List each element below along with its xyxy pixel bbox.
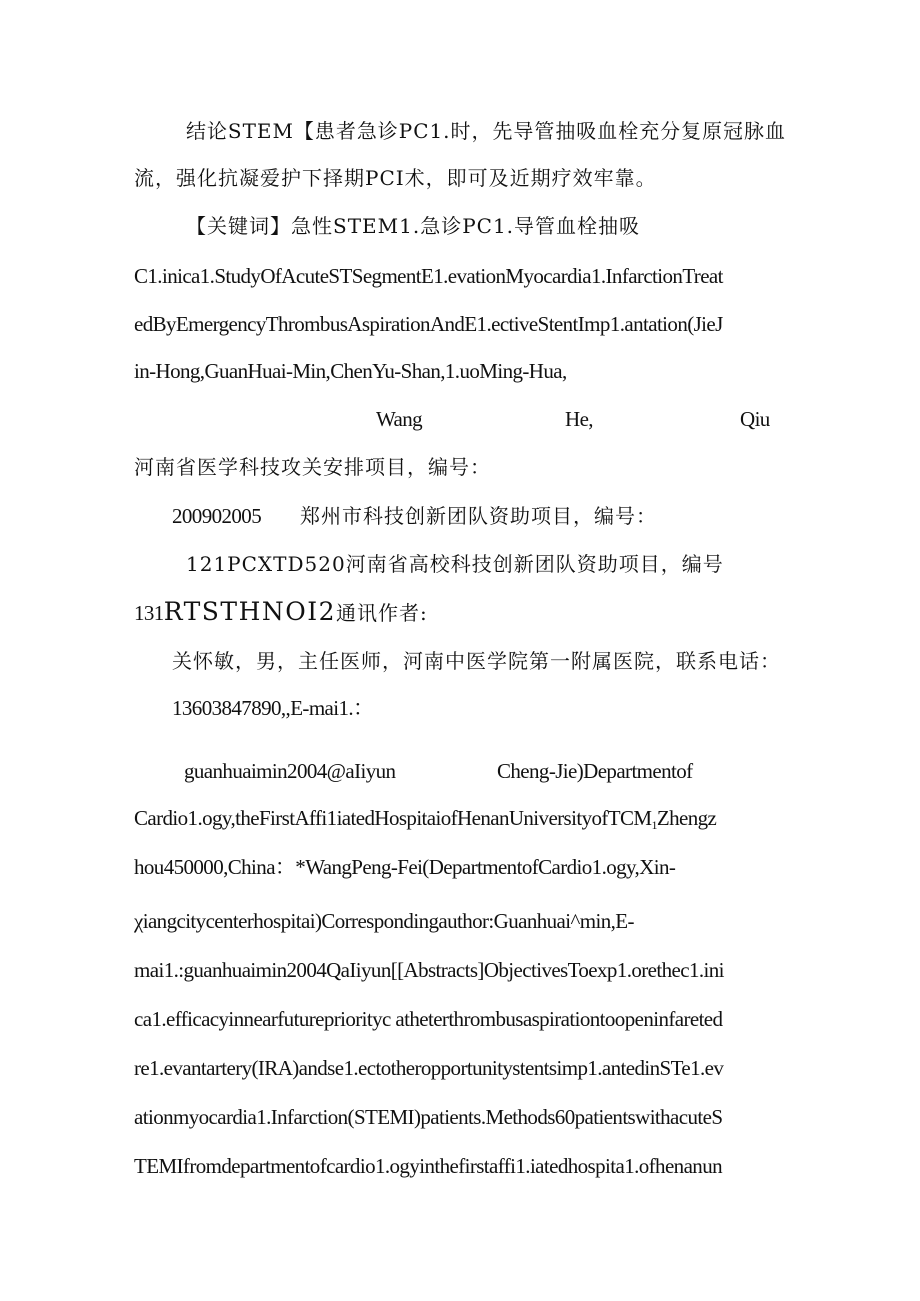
conclusion-line-2: 流，强化抗凝爱护下择期PCI术，即可及近期疗效牢靠。	[134, 166, 657, 190]
abstract-line-3: re1.evantartery(IRA)andse1.ectotheropportunitystentsimp1.antedinSTe1.ev	[134, 1056, 724, 1080]
funding-number-2	[134, 598, 428, 627]
abstract-line-1: mai1.:guanhuaimin2004QaIiyun[[Abstracts]ObjectivesToexp1.orethec1.ini	[134, 958, 724, 982]
abstract-line-2: ca1.efficacyinnearfuturepriorityc atheterthrombusaspirationtoopeninfareted	[134, 1007, 723, 1031]
english-title-line-1: C1.inica1.StudyOfAcuteSTSegmentE1.evationMyocardia1.InfarctionTreat	[134, 264, 723, 288]
keywords-line: 【关键词】急性STEM1.急诊PC1.导管血栓抽吸	[186, 214, 641, 238]
author-name-wang: Wang	[376, 407, 423, 431]
funding-number-2-code: RTSTHNOI2	[163, 597, 337, 626]
corresponding-author-info: 关怀敏，男，主任医师，河南中医学院第一附属医院，联系电话：	[172, 649, 781, 673]
abstract-line-5: TEMIfromdepartmentofcardio1.ogyinthefirstaffi1.iatedhospita1.ofhenanun	[134, 1154, 723, 1178]
funding-line-2: 郑州市科技创新团队资助项目，编号：	[300, 504, 657, 528]
affiliation-line-2-end: Zhengz	[656, 806, 717, 830]
funding-line-3: 121PCXTD520河南省高校科技创新团队资助项目，编号	[186, 552, 724, 576]
affiliation-line-2-text: Cardio1.ogy,theFirstAffi1iatedHospitaiofHenanUniversityofTCM	[134, 806, 652, 830]
affiliation-line-4: χiangcitycenterhospitai)Correspondingauthor:Guanhuai^min,E-	[134, 909, 634, 933]
affiliation-subscript: 1	[651, 818, 657, 832]
funding-number-1: 200902005	[172, 504, 262, 528]
corresponding-author-label: 通讯作者:	[336, 601, 428, 625]
english-title-line-2: edByEmergencyThrombusAspirationAndE1.ectiveStentImp1.antation(JieJ	[134, 312, 723, 336]
author-name-qiu: Qiu	[740, 407, 770, 431]
affiliation-line-3: hou450000,China：*WangPeng-Fei(DepartmentofCardio1.ogy,Xin-	[134, 855, 676, 879]
email-address: guanhuaimin2004@aIiyun	[184, 759, 396, 783]
author-name-he: He,	[565, 407, 593, 431]
abstract-line-4: ationmyocardia1.Infarction(STEMI)patients.Methods60patientswithacuteS	[134, 1105, 723, 1129]
funding-line-1: 河南省医学科技攻关安排项目，编号：	[134, 455, 491, 479]
contact-phone-email: 13603847890,,E-mai1.：	[172, 696, 374, 720]
conclusion-line-1: 结论STEM【患者急诊PC1.时，先导管抽吸血栓充分复原冠脉血	[186, 119, 786, 143]
affiliation-line-2	[134, 804, 716, 839]
funding-number-2-prefix: 131	[134, 601, 164, 625]
authors-line-1: in-Hong,GuanHuai-Min,ChenYu-Shan,1.uoMing-Hua,	[134, 359, 567, 383]
affiliation-line-1: Cheng-Jie)Departmentof	[497, 759, 693, 783]
